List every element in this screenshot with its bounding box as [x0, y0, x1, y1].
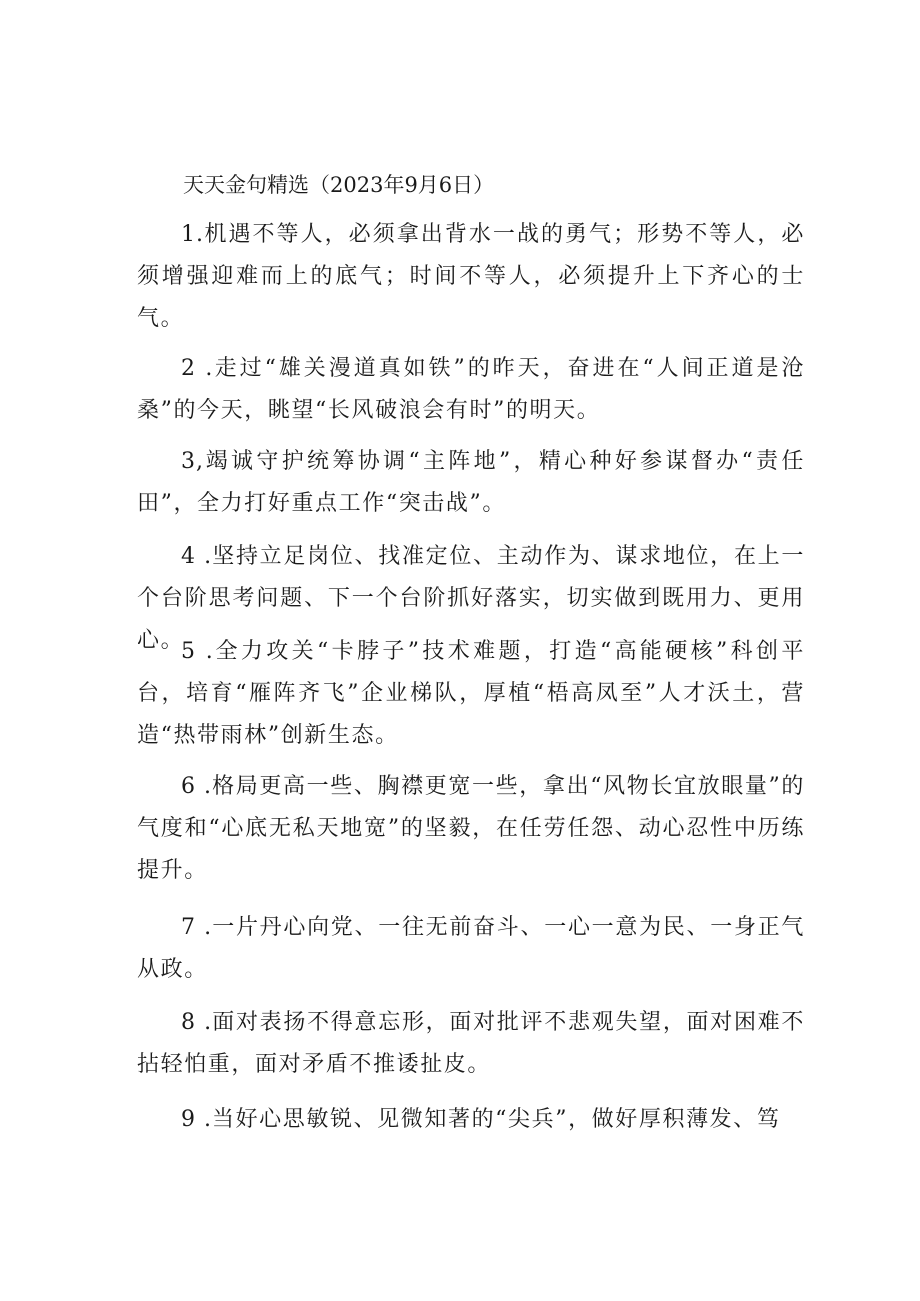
quote-text: 全力攻关“卡脖子”技术难题，打造“高能硬核”科创平台，培育“雁阵齐飞”企业梯队，厚植“梧高凤至”人才沃土，营造“热带雨林”创新生态。 — [137, 639, 806, 748]
quote-number: 9 . — [181, 1107, 212, 1132]
quote-item-1 — [137, 214, 805, 340]
quote-number: 8 . — [181, 1010, 213, 1035]
quote-number: 2 . — [181, 356, 214, 381]
quote-item-3 — [137, 441, 805, 525]
quote-number: 3, — [181, 449, 204, 474]
quote-text: 面对表扬不得意忘形，面对批评不悲观失望，面对困难不拈轻怕重，面对矛盾不推诿扯皮。 — [137, 1010, 805, 1077]
quote-text: 当好心思敏锐、见微知著的“尖兵”，做好厚积薄发、笃 — [211, 1107, 781, 1132]
quote-number: 1. — [181, 222, 204, 247]
quote-item-2 — [137, 348, 805, 432]
quote-item-6 — [137, 766, 805, 892]
quote-item-8 — [137, 1002, 805, 1086]
quote-number: 6 . — [181, 774, 213, 799]
quote-text: 走过“雄关漫道真如铁”的昨天，奋进在“人间正道是沧桑”的今天，眺望“长风破浪会有时”的明天。 — [137, 356, 805, 423]
quote-text: 竭诚守护统筹协调“主阵地”，精心种好参谋督办“责任田”，全力打好重点工作“突击战”。 — [137, 449, 805, 516]
quote-item-7 — [137, 907, 805, 991]
quote-text: 格局更高一些、胸襟更宽一些，拿出“风物长宜放眼量”的气度和“心底无私天地宽”的坚毅，在任劳任怨、动心忍性中历练提升。 — [137, 774, 805, 883]
quote-number: 7 . — [181, 915, 213, 940]
quote-number: 4 . — [181, 544, 213, 569]
quote-item-9 — [137, 1099, 805, 1141]
quote-text: 机遇不等人，必须拿出背水一战的勇气；形势不等人，必须增强迎难而上的底气；时间不等人，必须提升上下齐心的士气。 — [137, 222, 805, 331]
quote-number: 5 . — [181, 639, 214, 664]
quote-text: 坚持立足岗位、找准定位、主动作为、谋求地位，在上一个台阶思考问题、下一个台阶抓好落实，切实做到既用力、更用心。 — [137, 544, 805, 653]
document-title: 天天金句精选（2023年9月6日） — [183, 173, 495, 197]
quote-item-5 — [137, 631, 805, 757]
quote-text: 一片丹心向党、一往无前奋斗、一心一意为民、一身正气从政。 — [137, 915, 805, 982]
